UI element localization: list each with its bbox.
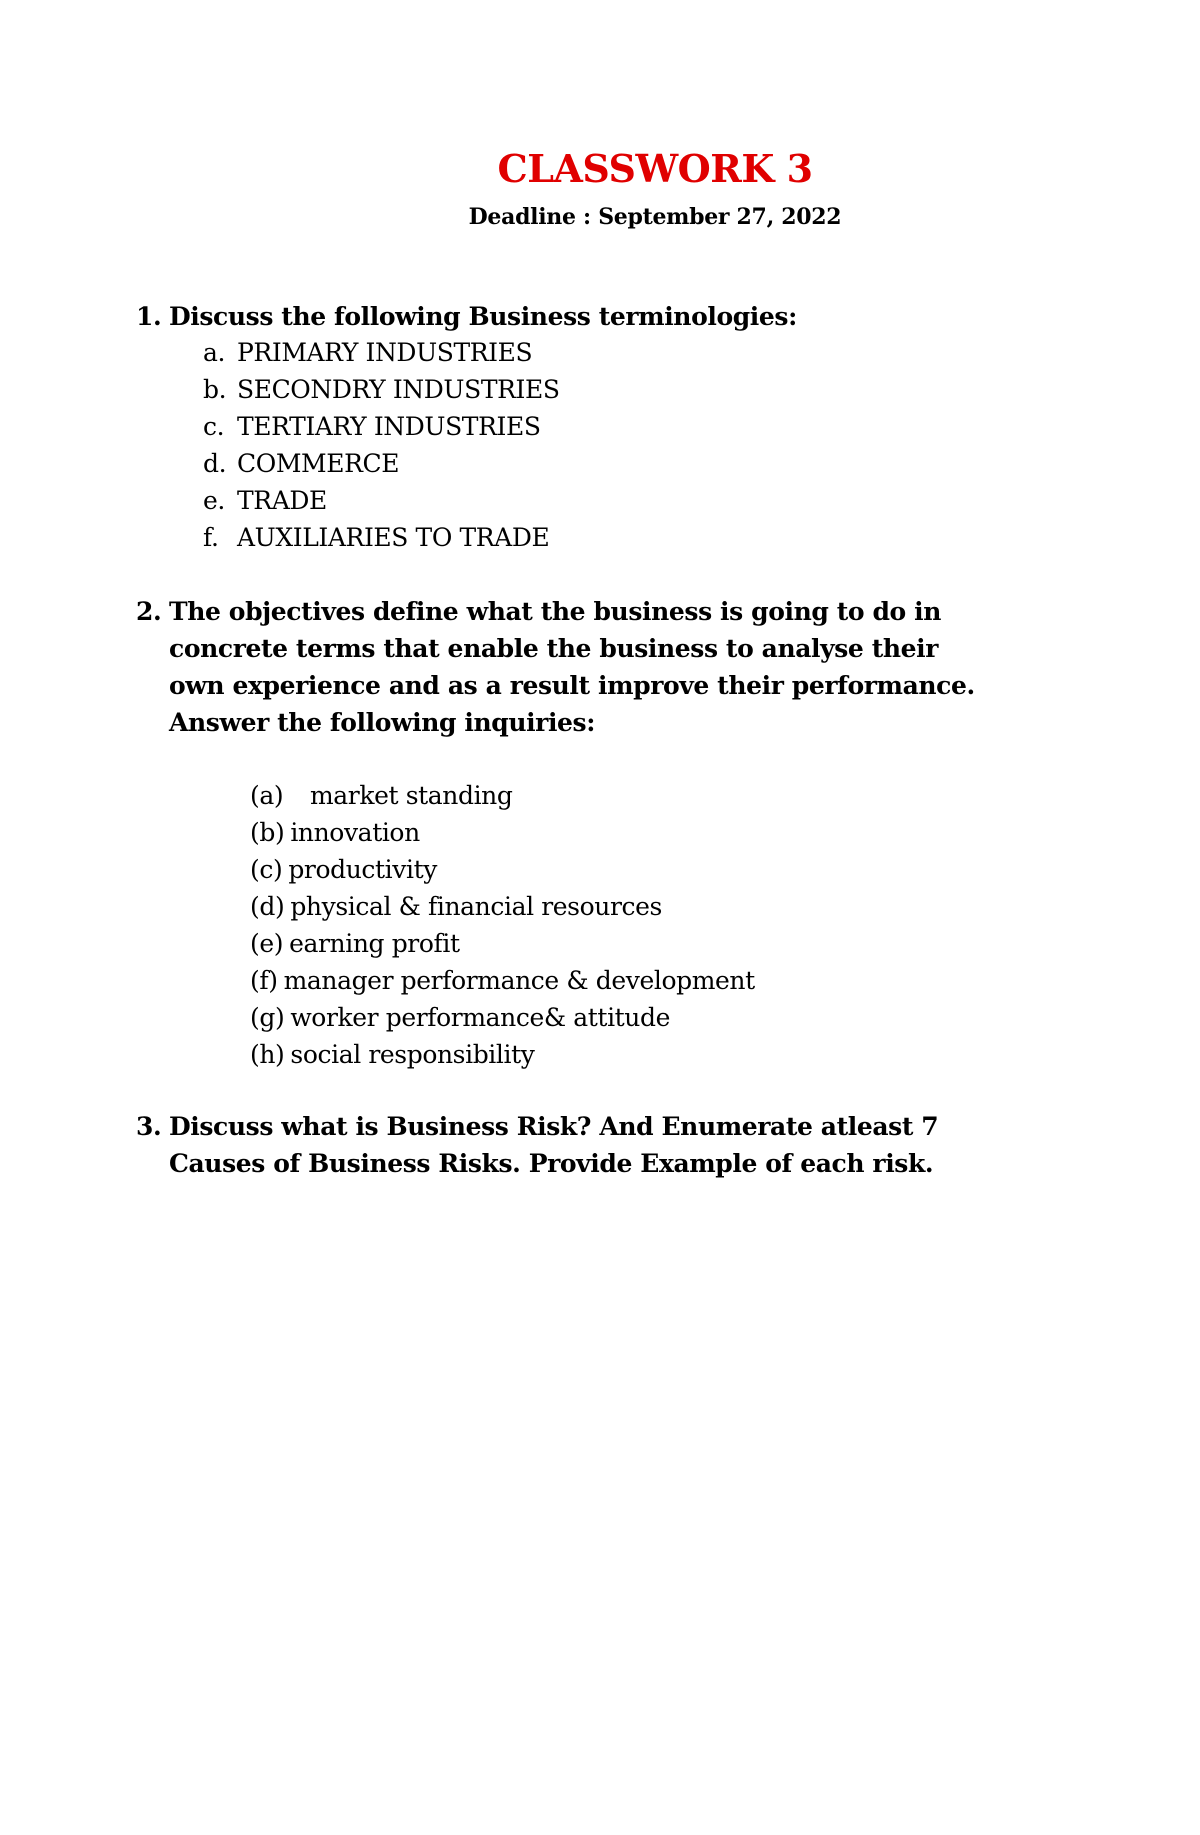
item-text: TRADE <box>237 486 327 515</box>
item-text: COMMERCE <box>237 449 400 478</box>
item-text: productivity <box>288 855 437 884</box>
list-item <box>250 777 755 814</box>
item-text: innovation <box>290 818 420 847</box>
question-line: The objectives define what the business is going to do in <box>169 597 941 626</box>
question-3 <box>136 1108 1136 1182</box>
list-item <box>250 888 755 925</box>
item-label: c. <box>203 412 225 441</box>
item-text: TERTIARY INDUSTRIES <box>237 412 541 441</box>
item-label: (e) <box>250 929 284 958</box>
list-item <box>250 814 755 851</box>
item-text: earning profit <box>289 929 460 958</box>
list-item <box>203 371 560 408</box>
item-label: f. <box>203 523 219 552</box>
item-label: (d) <box>250 892 285 921</box>
item-text: social responsibility <box>290 1040 535 1069</box>
item-text: worker performance& attitude <box>290 1003 671 1032</box>
list-item <box>250 925 755 962</box>
item-label: (g) <box>250 1003 285 1032</box>
item-label: (c) <box>250 855 283 884</box>
page-title: CLASSWORK 3 <box>497 146 813 191</box>
list-item <box>203 334 560 371</box>
question-line: Causes of Business Risks. Provide Example of each risk. <box>169 1149 934 1178</box>
question-line: Discuss what is Business Risk? And Enumerate atleast 7 <box>169 1112 939 1141</box>
question-line: concrete terms that enable the business to analyse their <box>169 634 939 663</box>
question-number: 3. <box>136 1112 162 1141</box>
item-text: market standing <box>310 781 513 810</box>
question-number: 1. <box>136 302 162 331</box>
item-text: manager performance & development <box>283 966 755 995</box>
question-2-items <box>250 777 755 1073</box>
list-item <box>203 519 560 556</box>
item-text: PRIMARY INDUSTRIES <box>237 338 533 367</box>
question-2 <box>136 593 1136 741</box>
question-number: 2. <box>136 597 162 626</box>
question-1-items <box>203 334 560 556</box>
list-item <box>203 408 560 445</box>
list-item <box>250 1036 755 1073</box>
item-label: (b) <box>250 818 285 847</box>
item-label: (h) <box>250 1040 285 1069</box>
deadline-text: Deadline : September 27, 2022 <box>468 204 842 230</box>
list-item <box>203 445 560 482</box>
list-item <box>203 482 560 519</box>
item-text: SECONDRY INDUSTRIES <box>237 375 560 404</box>
list-item <box>250 999 755 1036</box>
item-label: e. <box>203 486 225 515</box>
item-label: d. <box>203 449 227 478</box>
question-1 <box>136 298 1136 335</box>
list-item <box>250 851 755 888</box>
item-label: (a) <box>250 781 284 810</box>
item-text: AUXILIARIES TO TRADE <box>237 523 550 552</box>
question-line: own experience and as a result improve their performance. <box>169 671 975 700</box>
question-text: Discuss the following Business terminologies: <box>169 302 797 331</box>
question-line: Answer the following inquiries: <box>169 708 596 737</box>
item-text: physical & financial resources <box>290 892 662 921</box>
item-label: a. <box>203 338 226 367</box>
list-item <box>250 962 755 999</box>
item-label: (f) <box>250 966 278 995</box>
item-label: b. <box>203 375 227 404</box>
